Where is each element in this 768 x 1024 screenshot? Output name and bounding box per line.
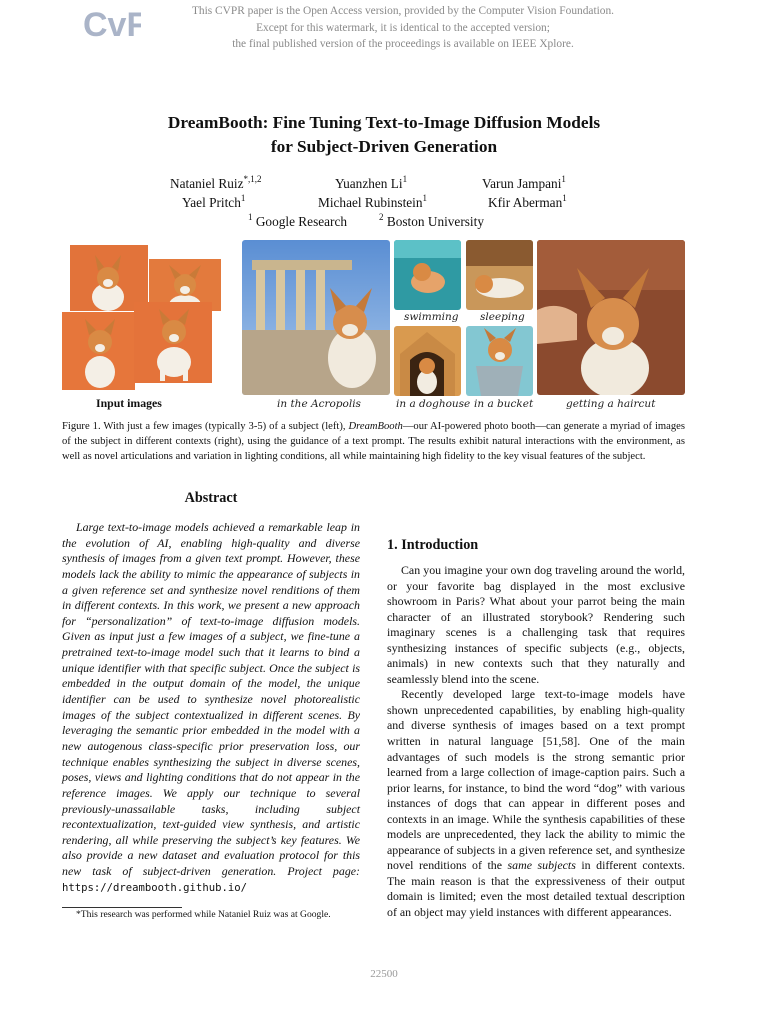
caption-swimming: swimming: [404, 311, 459, 323]
generated-image-acropolis: [242, 240, 390, 395]
caption-acropolis: in the Acropolis: [277, 398, 361, 410]
cvf-logo-text: CvF: [83, 6, 141, 43]
author: Michael Rubinstein$^1$: [318, 193, 428, 210]
project-page-link[interactable]: https://dreambooth.github.io/: [62, 881, 247, 894]
input-image: [134, 302, 212, 383]
figure-caption: Figure 1. With just a few images (typically 3-5) of a subject (left), DreamBooth—our AI-powered photo booth—can generate a myriad of images of the subject in different contexts (right), using the guidance of a text prompt. The results exhibit natural interactions with the environment, as well as novel articulations and variation in lighting conditions, all while maintaining high fidelity to the key visual features of the subject.: [62, 421, 685, 462]
generated-image-bucket: [466, 326, 533, 396]
author: Yuanzhen Li$^1$: [335, 174, 408, 191]
generated-image-doghouse: [394, 326, 461, 396]
introduction-text: [387, 563, 685, 921]
author: Nataniel Ruiz$^{*,1,2}$: [170, 174, 262, 191]
watermark-line: Except for this watermark, it is identical to the accepted version;: [256, 21, 550, 34]
author: Varun Jampani$^1$: [482, 174, 566, 191]
affiliation: $^1$ Google Research: [248, 212, 348, 229]
caption-bucket: in a bucket: [474, 398, 534, 410]
footnote-divider: [62, 907, 182, 908]
generated-image-haircut: [537, 240, 685, 395]
author: Kfir Aberman$^1$: [488, 193, 567, 210]
generated-image-sleeping: [466, 240, 533, 310]
caption-sleeping: sleeping: [480, 311, 525, 323]
cvf-watermark: [150, 3, 656, 53]
section-heading-introduction: 1. Introduction: [387, 537, 479, 553]
paragraph: Can you imagine your own dog traveling around the world, or your favorite bag displayed in the most exclusive showroom in Paris? What about your parrot being the main character of an illustrated storybook? Rendering such imaginary scenes is a challenging task that requires synthesizing instances of specific subjects (e.g., objects, animals) in new contexts such that they naturally and seamlessly blend into the scene.: [387, 563, 685, 686]
title-line: for Subject-Driven Generation: [270, 137, 498, 156]
abstract-text: Large text-to-image models achieved a remarkable leap in the evolution of AI, enabling high-quality and diverse synthesis of images from a given text prompt. However, these models lack the ability to mimic the appearance of subjects in a given reference set and synthesize novel renditions of them in different contexts. In this work, we present a new approach for “personalization” of text-to-image diffusion models. Given as input just a few images of a subject, we fine-tune a pretrained text-to-image model such that it learns to bind a unique identifier with that specific subject. Once the subject is embedded in the output domain of the model, the unique identifier can be used to synthesize novel photorealistic images of the subject contextualized in different scenes. By leveraging the semantic prior embedded in the model with a new autogenous class-specific prior preservation loss, our technique enables synthesizing the subject in diverse scenes, poses, views and lighting conditions that do not appear in the reference images. We apply our technique to several previously-unassailable tasks, including subject recontextualization, text-guided view synthesis, and artistic rendering, all while preserving the subject’s key features. We also provide a new dataset and evaluation protocol for this new task of subject-driven generation. Project page: https://dreambooth.github.io/: [62, 520, 360, 894]
author: Yael Pritch$^1$: [182, 193, 246, 210]
footnote: *This research was performed while Nataniel Ruiz was at Google.: [76, 909, 331, 920]
caption-haircut: getting a haircut: [566, 398, 656, 410]
watermark-line: the final published version of the proceedings is available on IEEE Xplore.: [232, 38, 574, 50]
paper-title: [60, 111, 708, 159]
input-images-label: Input images: [96, 396, 162, 410]
affiliation: $^2$ Boston University: [379, 212, 484, 229]
generated-image-swimming: [394, 240, 461, 310]
input-image: [62, 312, 135, 390]
paragraph: Recently developed large text-to-image models have shown unprecedented capabilities, by enabling high-quality and diverse synthesis of images based on a text prompt written in natural language [51,58]. One of the main advantages of such models is the strong semantic prior learned from a large collection of image-caption pairs. Such a prior learns, for instance, to bind the word “dog” with various instances of dogs that can appear in different poses and contexts in an image. While the synthesis capabilities of these models are unprecedented, they lack the ability to mimic the appearance of subjects in a given reference set, and synthesize novel renditions of the same subjects in different contexts. The main reason is that the expressiveness of their output domain is limited; even the most detailed textual description of an object may yield instances with different appearances.: [387, 687, 685, 920]
page-number: 22500: [370, 968, 398, 980]
cvf-logo: [83, 5, 141, 43]
abstract-heading: Abstract: [184, 490, 238, 506]
caption-doghouse: in a doghouse: [396, 398, 471, 410]
watermark-line: This CVPR paper is the Open Access version, provided by the Computer Vision Foundation.: [191, 5, 615, 17]
title-line: DreamBooth: Fine Tuning Text-to-Image Diffusion Models: [167, 113, 601, 132]
